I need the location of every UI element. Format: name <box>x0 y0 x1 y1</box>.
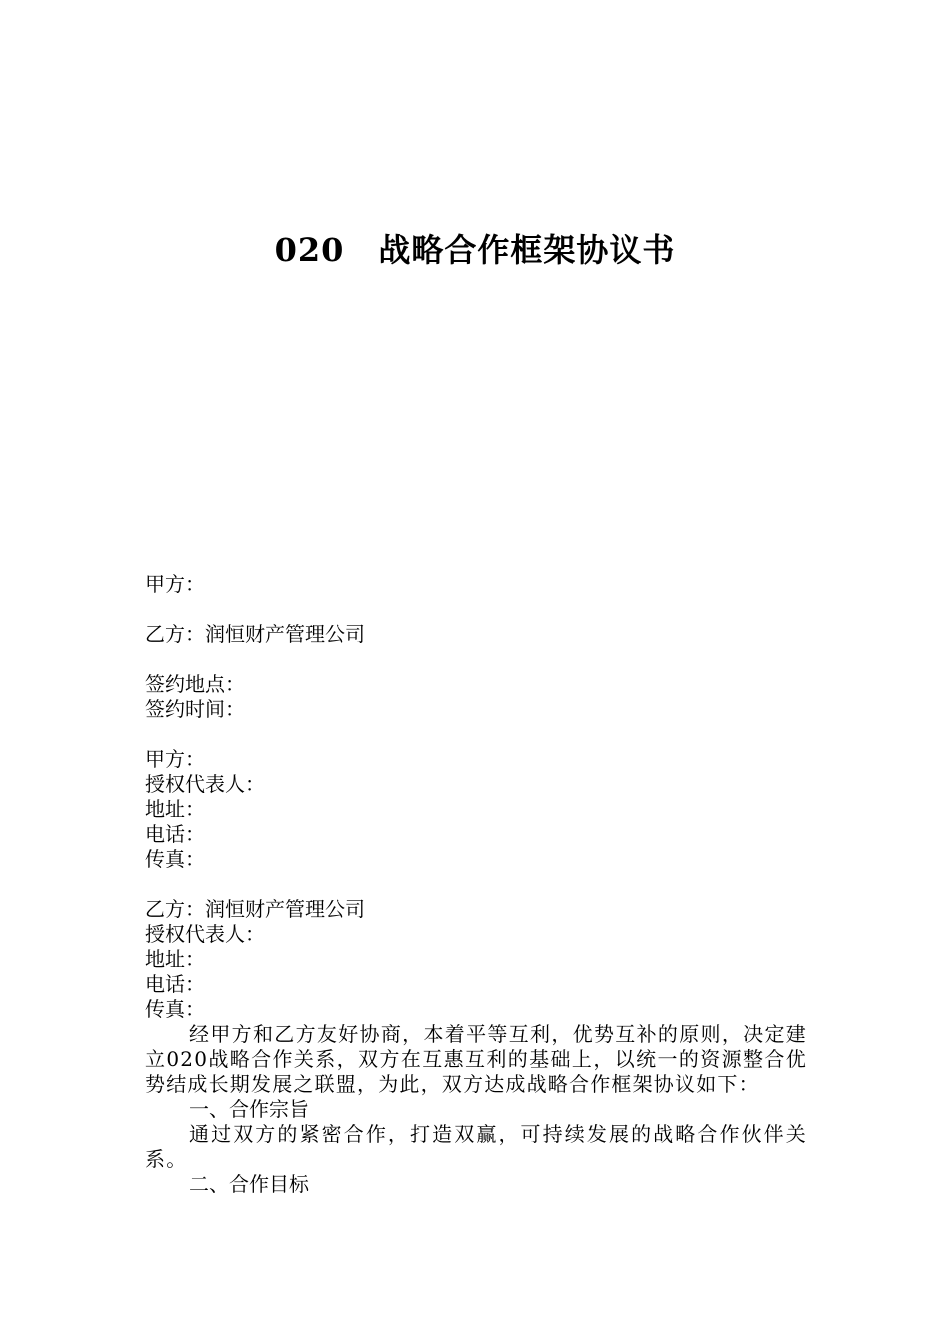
document-title <box>0 228 950 272</box>
party-b-address: 地址： <box>145 947 205 971</box>
section-1-heading: 一、合作宗旨 <box>189 1097 309 1121</box>
title-text: 战略合作框架协议书 <box>378 231 676 269</box>
section-2-heading: 二、合作目标 <box>189 1172 309 1196</box>
party-b-details <box>145 897 807 1022</box>
party-b-fax: 传真： <box>145 997 205 1021</box>
header-party-b: 乙方：润恒财产管理公司 <box>145 622 365 646</box>
party-a-address: 地址： <box>145 797 205 821</box>
party-b-phone: 电话： <box>145 972 205 996</box>
header-party-a: 甲方： <box>145 572 205 596</box>
party-a-fax: 传真： <box>145 847 205 871</box>
title-code: 020 <box>274 231 345 269</box>
party-a-phone: 电话： <box>145 822 205 846</box>
party-b-name: 乙方：润恒财产管理公司 <box>145 897 365 921</box>
document-body <box>145 572 807 1197</box>
sign-place: 签约地点： <box>145 672 245 696</box>
sign-time: 签约时间： <box>145 697 245 721</box>
party-a-name: 甲方： <box>145 747 205 771</box>
section-1-text: 通过双方的紧密合作，打造双赢，可持续发展的战略合作伙伴关系。 <box>145 1122 807 1171</box>
party-a-details <box>145 747 807 872</box>
party-a-representative: 授权代表人： <box>145 772 265 796</box>
intro-paragraph: 经甲方和乙方友好协商，本着平等互利，优势互补的原则，决定建立020战略合作关系，双方在互惠互利的基础上，以统一的资源整合优势结成长期发展之联盟，为此，双方达成战略合作框架协议如下： <box>145 1022 807 1096</box>
party-b-representative: 授权代表人： <box>145 922 265 946</box>
